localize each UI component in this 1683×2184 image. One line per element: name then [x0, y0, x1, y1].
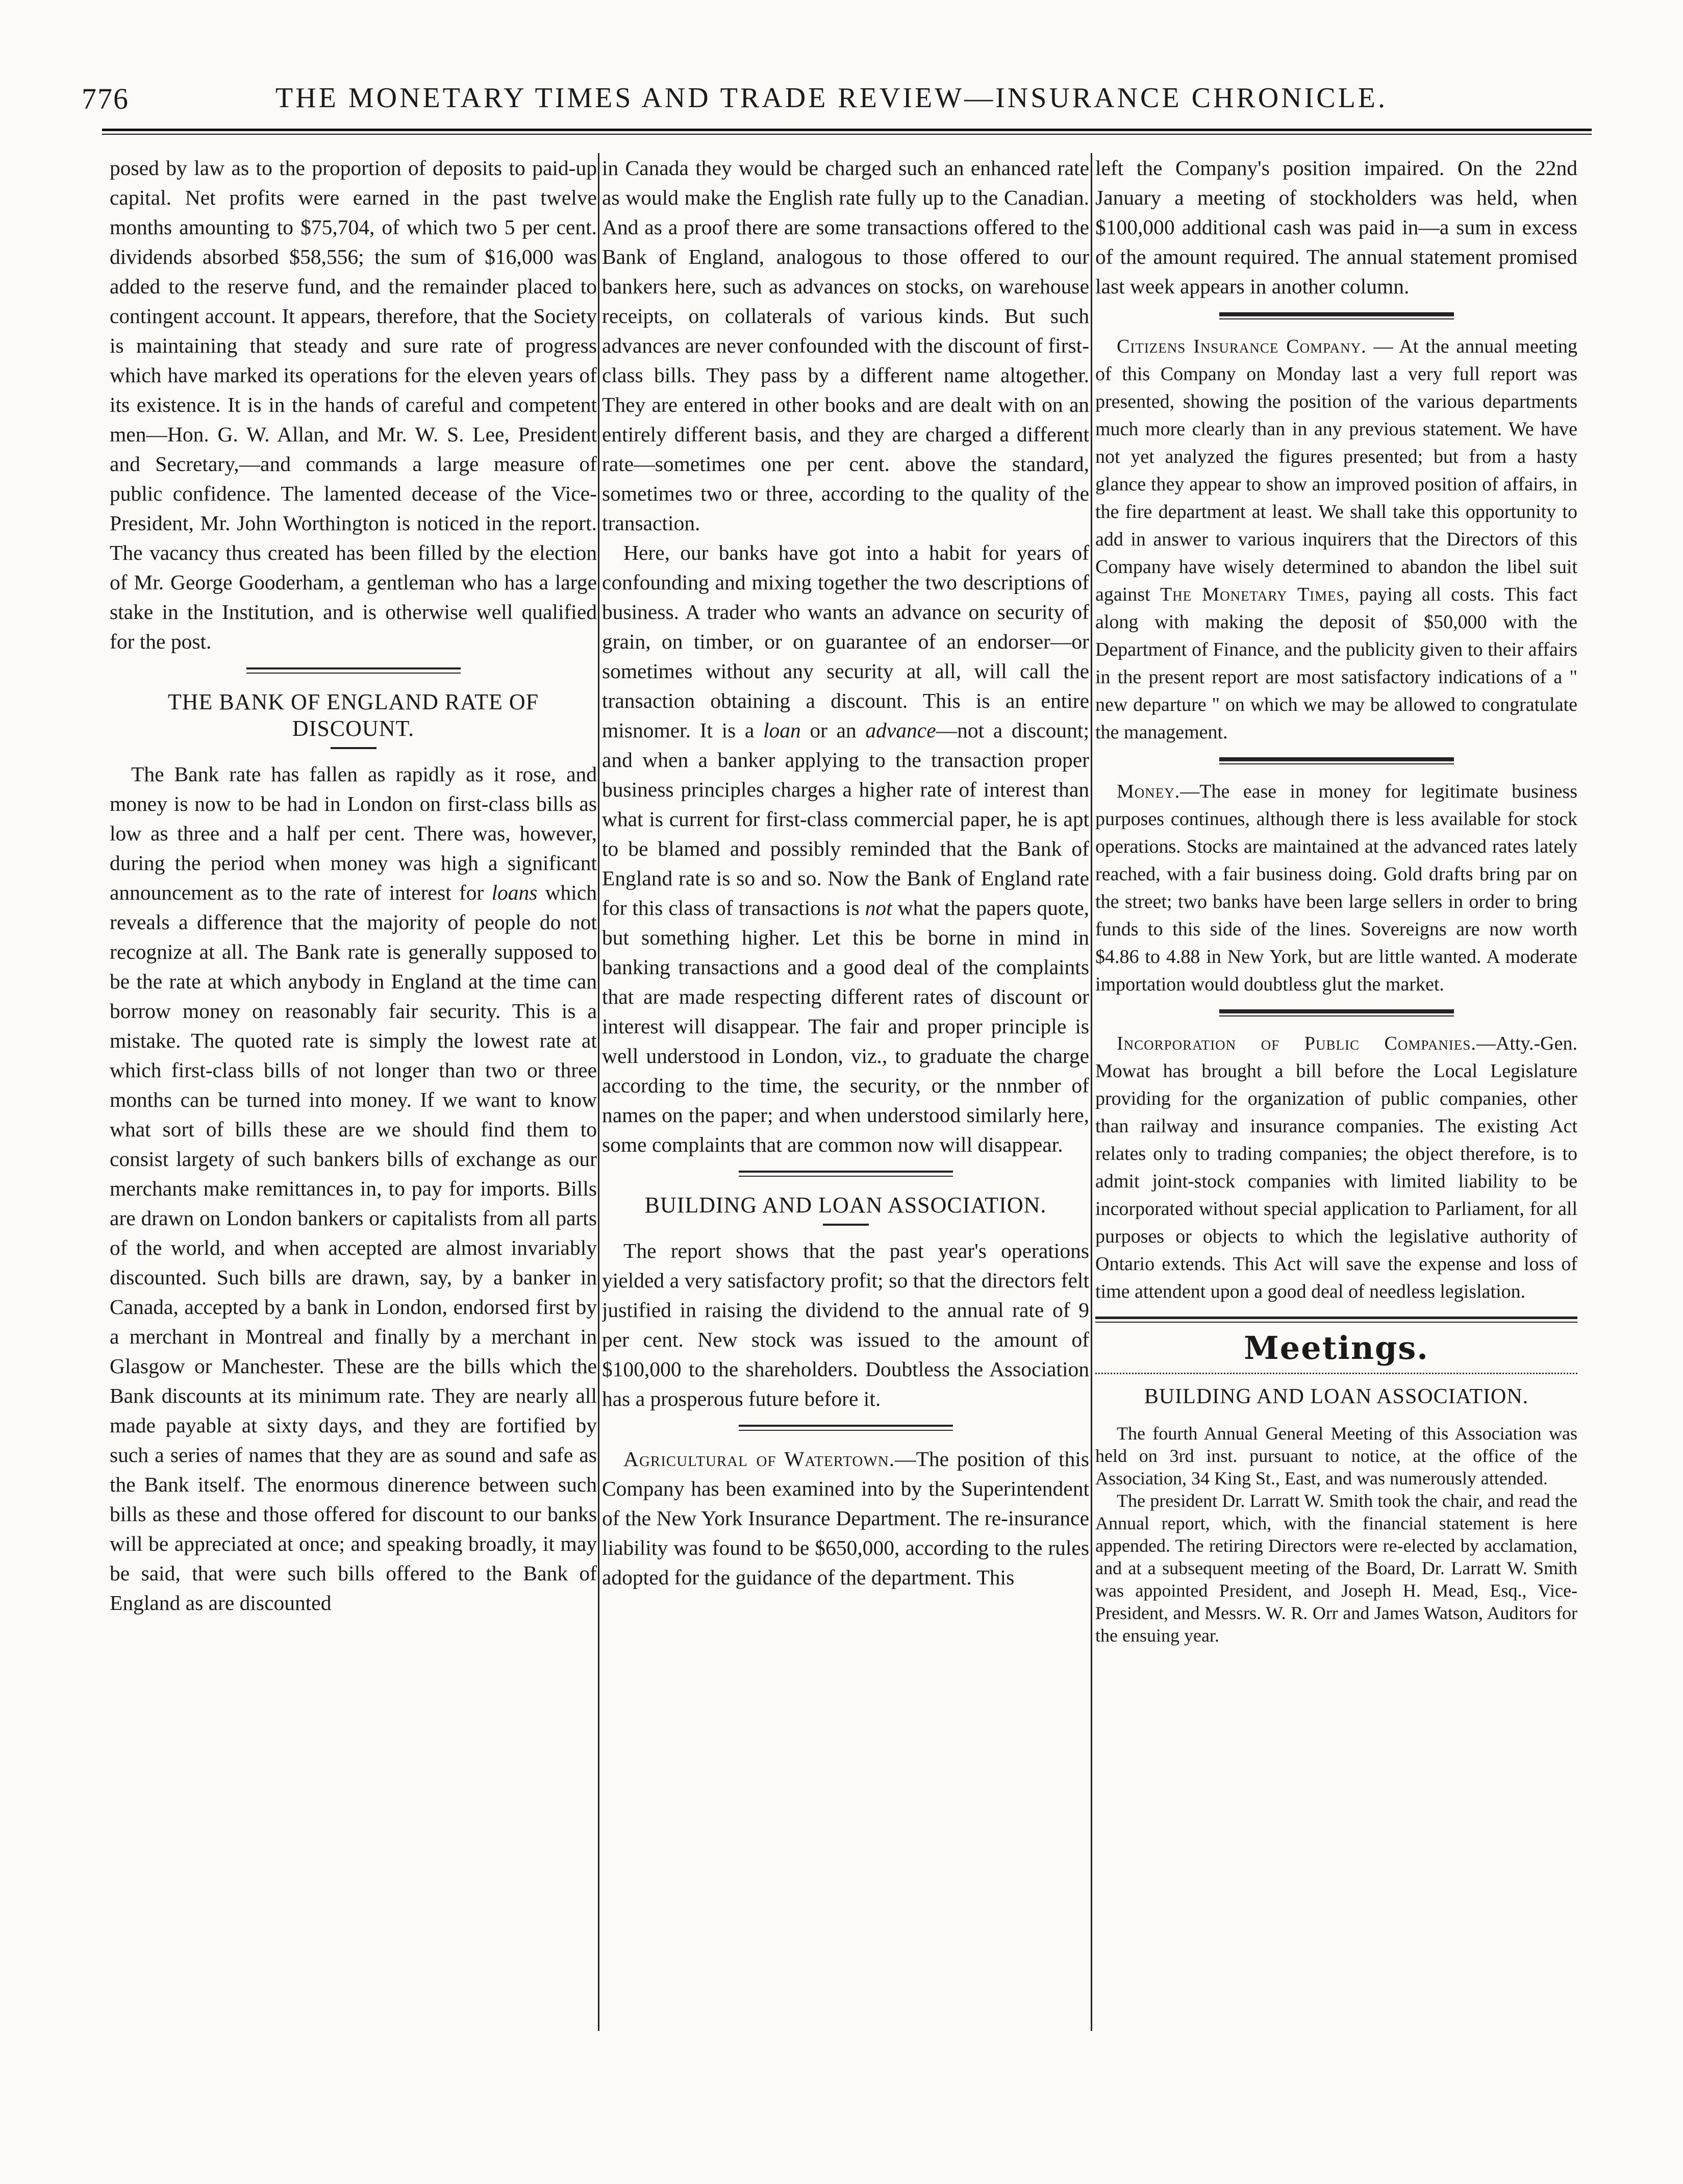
- journal-name: The Monetary Times: [1160, 584, 1345, 605]
- text-run: or an: [800, 718, 866, 742]
- text-run: —The ease in money for legitimate business purposes continues, although there is less available for stock operations. Stocks are maintained at the advanced rates lately reached, with a fair business doing. Gold drafts bring par on the street; two banks have been large sellers in order to bring funds to this side of the lines. Sovereigns are now worth $4.86 to 4.88 in New York, but are little wanted. A moderate importation would doubtless glut the market.: [1095, 781, 1577, 995]
- bank-rate-article-continued: in Canada they would be charged such an enhanced rate as would make the English rate fully up to the Canadian. And as a proof there are some transactions offered to the Bank of England, analogous to those offered to our bankers here, such as advances on stocks, on warehouse receipts, on collaterals of various kinds. But such advances are never confounded with the discount of first-class bills. They pass by a different name altogether. They are entered in other books and are dealt with on an entirely different basis, and they are charged a different rate—sometimes one per cent. above the standard, sometimes two or three, according to the quality of the transaction.: [602, 156, 1089, 535]
- italic-word: advance: [865, 718, 936, 742]
- section-divider: [739, 1425, 953, 1431]
- meetings-title: Meetings.: [1244, 1329, 1429, 1367]
- watertown-item-continued: left the Company's position impaired. On the 22nd January a meeting of stockholders was held, when $100,000 additional cash was paid in—a sum in excess of the amount required. The annual statement promised last week appears in another column.: [1095, 156, 1577, 298]
- header-rule-thin: [102, 134, 1592, 135]
- item-lead: Incorporation of Public Companies.: [1117, 1033, 1476, 1054]
- heading-rule: [331, 747, 376, 749]
- citizens-insurance-item: [1095, 333, 1577, 746]
- item-lead: Citizens Insurance Company.: [1117, 336, 1367, 357]
- section-divider: [1219, 312, 1454, 319]
- item-lead: Agricultural of Watertown.: [623, 1447, 895, 1471]
- column-divider: [598, 153, 599, 2031]
- text-run: what the papers quote, but something higher. Let this be borne in mind in banking transactions and a good deal of the complaints that are made respecting different rates of discount or interest will disappear. The fair and proper principle is well understood in London, viz., to graduate the charge according to the time, the security, or the nnmber of names on the paper; and when understood similarly here, some complaints that are common now will disappear.: [602, 896, 1089, 1156]
- ornamental-rule: [1095, 1373, 1577, 1374]
- meetings-heading: BUILDING AND LOAN ASSOCIATION.: [1144, 1385, 1529, 1408]
- incorporation-item: [1095, 1030, 1577, 1305]
- text-run: — At the annual meeting of this Company on Monday last a very full report was presented, showing the position of the various departments much more clearly than in any previous statement. We have not yet analyzed the figures presented; but from a hasty glance they appear to show an improved position of affairs, in the fire department at least. We shall take this opportunity to add in answer to various inquirers that the Directors of this Company have wisely determined to abandon the libel suit against: [1095, 336, 1577, 605]
- section-divider: [1219, 1009, 1454, 1016]
- bank-rate-article-paragraph: [602, 538, 1089, 1159]
- building-loan-article: The report shows that the past year's operations yielded a very satisfactory profit; so that the directors felt justified in raising the dividend to the annual rate of 9 per cent. New stock was issued to the amount of $100,000 to the shareholders. Doubtless the Association has a prosperous future before it.: [602, 1239, 1089, 1410]
- column-divider: [1091, 153, 1092, 2031]
- italic-word: loans: [491, 881, 538, 904]
- item-lead: Money.: [1117, 781, 1180, 802]
- section-divider: [1095, 1317, 1577, 1323]
- heading-rule: [823, 1224, 869, 1226]
- italic-word: not: [865, 896, 892, 920]
- column-2: [602, 153, 1089, 2123]
- text-run: The Bank rate has fallen as rapidly as it rose, and money is now to be had in London on first-class bills as low as three and a half per cent. There was, however, during the period when money was high a significant announcement as to the rate of interest for: [110, 762, 597, 904]
- section-divider: [246, 667, 461, 674]
- meeting-paragraph: The fourth Annual General Meeting of this Association was held on 3rd inst. pursuant to notice, at the office of the Association, 34 King St., East, and was numerously attended.: [1095, 1423, 1577, 1488]
- text-run: —The position of this Company has been examined into by the Superintendent of the New York Insurance Department. The re-insurance liability was found to be $650,000, according to the rules adopted for the guidance of the department. This: [602, 1447, 1089, 1589]
- bank-rate-article: [110, 759, 597, 1618]
- section-divider: [1219, 757, 1454, 764]
- text-run: —Atty.-Gen. Mowat has brought a bill before the Local Legislature providing for the organization of public companies, other than railway and insurance companies. The existing Act relates only to trading companies; the object therefore, is to admit joint-stock companies with limited liability to be incorporated without special application to Parliament, for all purposes or objects to which the legislative authority of Ontario extends. This Act will save the expense and loss of time attendent upon a good deal of needless legislation.: [1095, 1033, 1577, 1302]
- journal-title: THE MONETARY TIMES AND TRADE REVIEW—INSURANCE CHRONICLE.: [275, 82, 1388, 114]
- column-1: [110, 153, 597, 2123]
- header-rule: [102, 129, 1592, 131]
- money-item: [1095, 778, 1577, 998]
- page-number: 776: [82, 82, 129, 115]
- column-3: [1095, 153, 1577, 2123]
- italic-word: loan: [763, 718, 801, 742]
- running-head: [82, 77, 1602, 122]
- section-divider: [739, 1171, 953, 1177]
- agricultural-watertown-item: [602, 1444, 1089, 1592]
- meeting-paragraph: The president Dr. Larratt W. Smith took the chair, and read the Annual report, which, with the financial statement is here appended. The retiring Directors were re-elected by acclamation, and at a subsequent meeting of the Board, Dr. Larratt W. Smith was appointed President, and Joseph H. Mead, Esq., Vice-President, and Messrs. W. R. Orr and James Watson, Auditors for the ensuing year.: [1095, 1491, 1577, 1646]
- society-article-continuation: posed by law as to the proportion of deposits to paid-up capital. Net profits were earned in the past twelve months amounting to $75,704, of which two 5 per cent. dividends absorbed $58,556; the sum of $16,000 was added to the reserve fund, and the remainder placed to contingent account. It appears, therefore, that the Society is maintaining that steady and sure rate of progress which have marked its operations for the eleven years of its existence. It is in the hands of careful and competent men—Hon. G. W. Allan, and Mr. W. S. Lee, President and Secretary,—and commands a large measure of public confidence. The lamented decease of the Vice-President, Mr. John Worthington is noticed in the report. The vacancy thus created has been filled by the election of Mr. George Gooderham, a gentleman who has a large stake in the Institution, and is otherwise well qualified for the post.: [110, 156, 597, 653]
- text-run: which reveals a difference that the majority of people do not recognize at all. The Bank rate is generally supposed to be the rate at which anybody in England at the time can borrow money on reasonably fair security. This is a mistake. The quoted rate is simply the lowest rate at which first-class bills of not longer than two or three months can be turned into money. If we want to know what sort of bills these are we should find them to consist largety of such bankers bills of exchange as our merchants make remittances in, to pay for imports. Bills are drawn on London bankers or capitalists from all parts of the world, and when accepted are almost invariably discounted. Such bills are drawn, say, by a banker in Canada, accepted by a bank in London, endorsed first by a merchant in Montreal and finally by a merchant in Glasgow or Manchester. These are the bills which the Bank discounts at its minimum rate. They are nearly all made payable at sixty days, and they are fortified by such a series of names that they are as sound and safe as the Bank itself. The enormous dinerence between such bills as these and those offered for discount to our banks will be appreciated at once; and speaking broadly, it may be said, that were such bills offered to the Bank of England as are discounted: [110, 881, 597, 1615]
- text-run: , paying all costs. This fact along with making the deposit of $50,000 with the Department of Finance, and the publicity given to their affairs in the present report are most satisfactory indications of a " new departure " on which we may be allowed to congratulate the management.: [1095, 584, 1577, 743]
- text-run: Here, our banks have got into a habit for years of confounding and mixing together the two descriptions of business. A trader who wants an advance on security of grain, on timber, or on guarantee of an endorser—or sometimes without any security at all, will call the transaction obtaining a discount. This is an entire misnomer. It is a: [602, 541, 1089, 742]
- section-heading-building-loan: BUILDING AND LOAN ASSOCIATION.: [644, 1193, 1047, 1218]
- section-heading-bank-rate: THE BANK OF ENGLAND RATE OF DISCOUNT.: [167, 689, 539, 741]
- text-run: —not a discount; and when a banker applying to the transaction proper business principles charges a higher rate of interest than what is current for first-class commercial paper, he is apt to be blamed and possibly reminded that the Bank of England rate is so and so. Now the Bank of England rate for this class of transactions is: [602, 718, 1089, 920]
